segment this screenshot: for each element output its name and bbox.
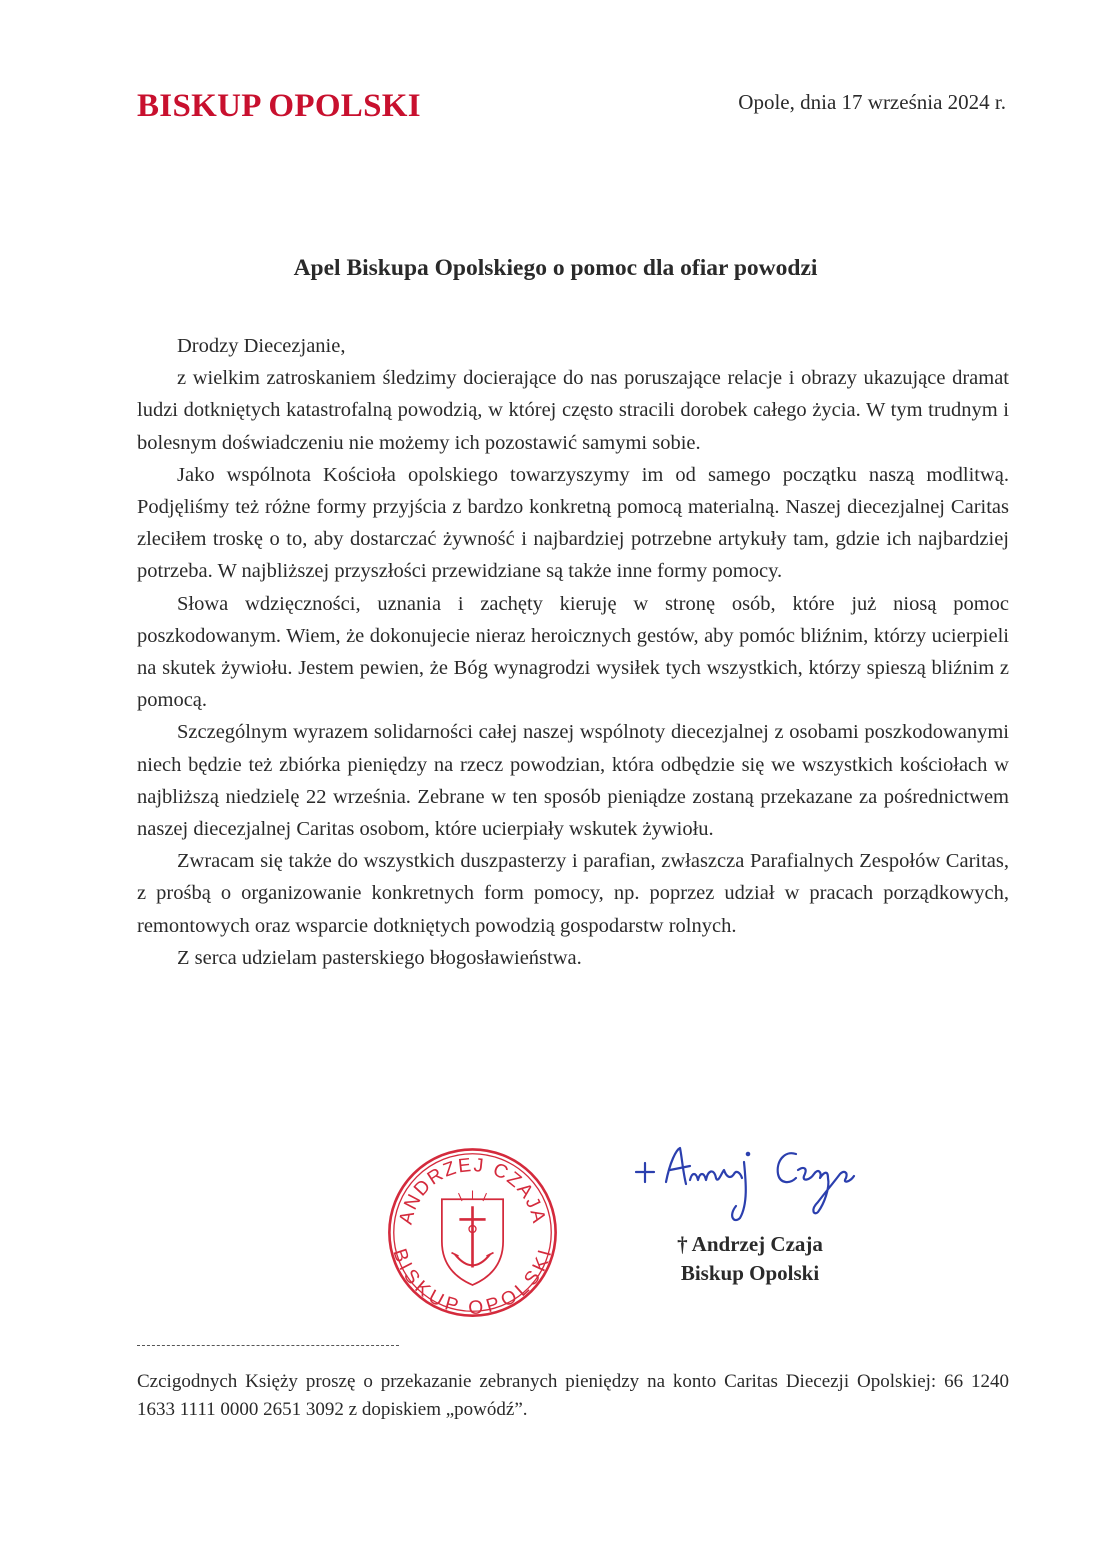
handwritten-signature [628,1132,868,1227]
seal-top-text: ANDRZEJ CZAJA [395,1154,550,1227]
paragraph: Zwracam się także do wszystkich duszpasterzy i parafian, zwłaszcza Parafialnych Zespołów Caritas, z prośbą o organizowanie konkretnych form pomocy, np. poprzez udział w pracach porządkowych, remontowych oraz wsparcie dotkniętych powodzią gospodarstw rolnych. [137,850,1009,937]
signature-block [560,1230,940,1288]
episcopal-seal [385,1145,560,1320]
paragraph: Szczególnym wyrazem solidarności całej naszej wspólnoty diecezjalnej z osobami poszkodowanymi niech będzie też zbiórka pieniędzy na rzecz powodzian, która odbędzie się we wszystkich kościołach w najbliższą niedzielę 22 września. Zebrane w ten sposób pieniądze zostaną przekazane za pośrednictwem naszej diecezjalnej Caritas osobom, które ucierpiały wskutek żywiołu. [137,721,1009,841]
letter-body [137,330,1009,974]
letterhead: BISKUP OPOLSKI [137,88,421,124]
footnote: Czcigodnych Księży proszę o przekazanie zebranych pieniędzy na konto Caritas Diecezji Opolskiej: 66 1240 1633 1111 0000 2651 3092 z dopiskiem „powódź”. [137,1371,1009,1420]
signatory-name: † Andrzej Czaja [677,1232,823,1256]
document-title: Apel Biskupa Opolskiego o pomoc dla ofiar powodzi [293,255,818,281]
footnote-divider [137,1345,399,1346]
signatory-role: Biskup Opolski [680,1261,820,1285]
seal-bottom-text: BISKUP OPOLSKI [388,1246,557,1319]
date-line: Opole, dnia 17 września 2024 r. [738,90,1006,114]
salutation: Drodzy Diecezjanie, [177,335,346,357]
paragraph: Jako wspólnota Kościoła opolskiego towarzyszymy im od samego początku naszą modlitwą. Podjęliśmy też różne formy przyjścia z bardzo konkretną pomocą materialną. Naszej diecezjalnej Caritas zleciłem troskę o to, aby dostarczać żywność i najbardziej potrzebne artykuły tam, gdzie ich najbardziej potrzeba. W najbliższej przyszłości przewidziane są także inne formy pomocy. [137,463,1009,583]
paragraph: z wielkim zatroskaniem śledzimy docierające do nas poruszające relacje i obrazy ukazujące dramat ludzi dotkniętych katastrofalną powodzią, w której często stracili dorobek całego życia. W tym trudnym i bolesnym doświadczeniu nie możemy ich pozostawić samymi sobie. [137,367,1009,454]
closing-blessing: Z serca udzielam pasterskiego błogosławieństwa. [177,946,582,969]
paragraph: Słowa wdzięczności, uznania i zachęty kieruję w stronę osób, które już niosą pomoc poszkodowanym. Wiem, że dokonujecie nieraz heroicznych gestów, aby pomóc bliźnim, którzy ucierpieli na skutek żywiołu. Jestem pewien, że Bóg wynagrodzi wysiłek tych wszystkich, którzy spieszą bliźnim z pomocą. [137,592,1009,712]
